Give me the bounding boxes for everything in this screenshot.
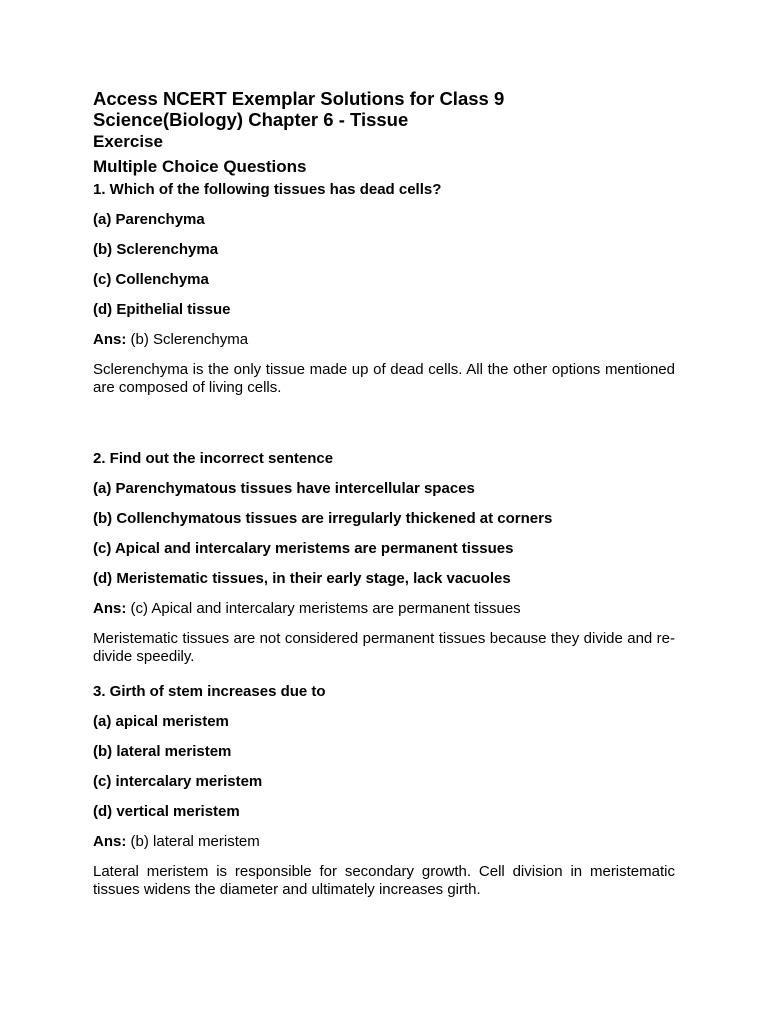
question-text: 1. Which of the following tissues has dead cells? [93, 181, 442, 198]
answer-label: Ans: [93, 331, 127, 348]
answer-text: (b) lateral meristem [130, 833, 260, 850]
option-a: (a) Parenchyma [93, 211, 205, 228]
answer [93, 833, 675, 851]
document-title-line-2: Science(Biology) Chapter 6 - Tissue [93, 109, 409, 130]
answer-text: (b) Sclerenchyma [130, 331, 249, 348]
document-content [93, 88, 675, 899]
option-c: (c) Collenchyma [93, 271, 209, 288]
explanation: Lateral meristem is responsible for secondary growth. Cell division in meristematic tissues widens the diameter and ultimately increases girth. [93, 863, 675, 898]
option-c: (c) Apical and intercalary meristems are permanent tissues [93, 540, 514, 557]
option-a: (a) apical meristem [93, 713, 229, 730]
option-d: (d) Meristematic tissues, in their early stage, lack vacuoles [93, 570, 511, 587]
subsection-heading: Multiple Choice Questions [93, 157, 307, 176]
answer-text: (c) Apical and intercalary meristems are permanent tissues [130, 600, 521, 617]
option-b: (b) Sclerenchyma [93, 241, 219, 258]
option-d: (d) Epithelial tissue [93, 301, 231, 318]
answer-label: Ans: [93, 600, 127, 617]
explanation: Meristematic tissues are not considered permanent tissues because they divide and re-divide speedily. [93, 630, 675, 665]
question-text: 2. Find out the incorrect sentence [93, 450, 334, 467]
question-1 [93, 181, 675, 397]
question-3 [93, 683, 675, 899]
section-heading: Exercise [93, 132, 163, 151]
question-2 [93, 450, 675, 666]
explanation: Sclerenchyma is the only tissue made up of dead cells. All the other options mentioned are composed of living cells. [93, 361, 675, 396]
option-b: (b) lateral meristem [93, 743, 232, 760]
answer-label: Ans: [93, 833, 127, 850]
option-d: (d) vertical meristem [93, 803, 240, 820]
answer [93, 600, 675, 618]
answer [93, 331, 675, 349]
option-a: (a) Parenchymatous tissues have intercellular spaces [93, 480, 475, 497]
option-c: (c) intercalary meristem [93, 773, 263, 790]
option-b: (b) Collenchymatous tissues are irregularly thickened at corners [93, 510, 553, 527]
question-text: 3. Girth of stem increases due to [93, 683, 326, 700]
document-title-line-1: Access NCERT Exemplar Solutions for Class 9 [93, 88, 505, 109]
